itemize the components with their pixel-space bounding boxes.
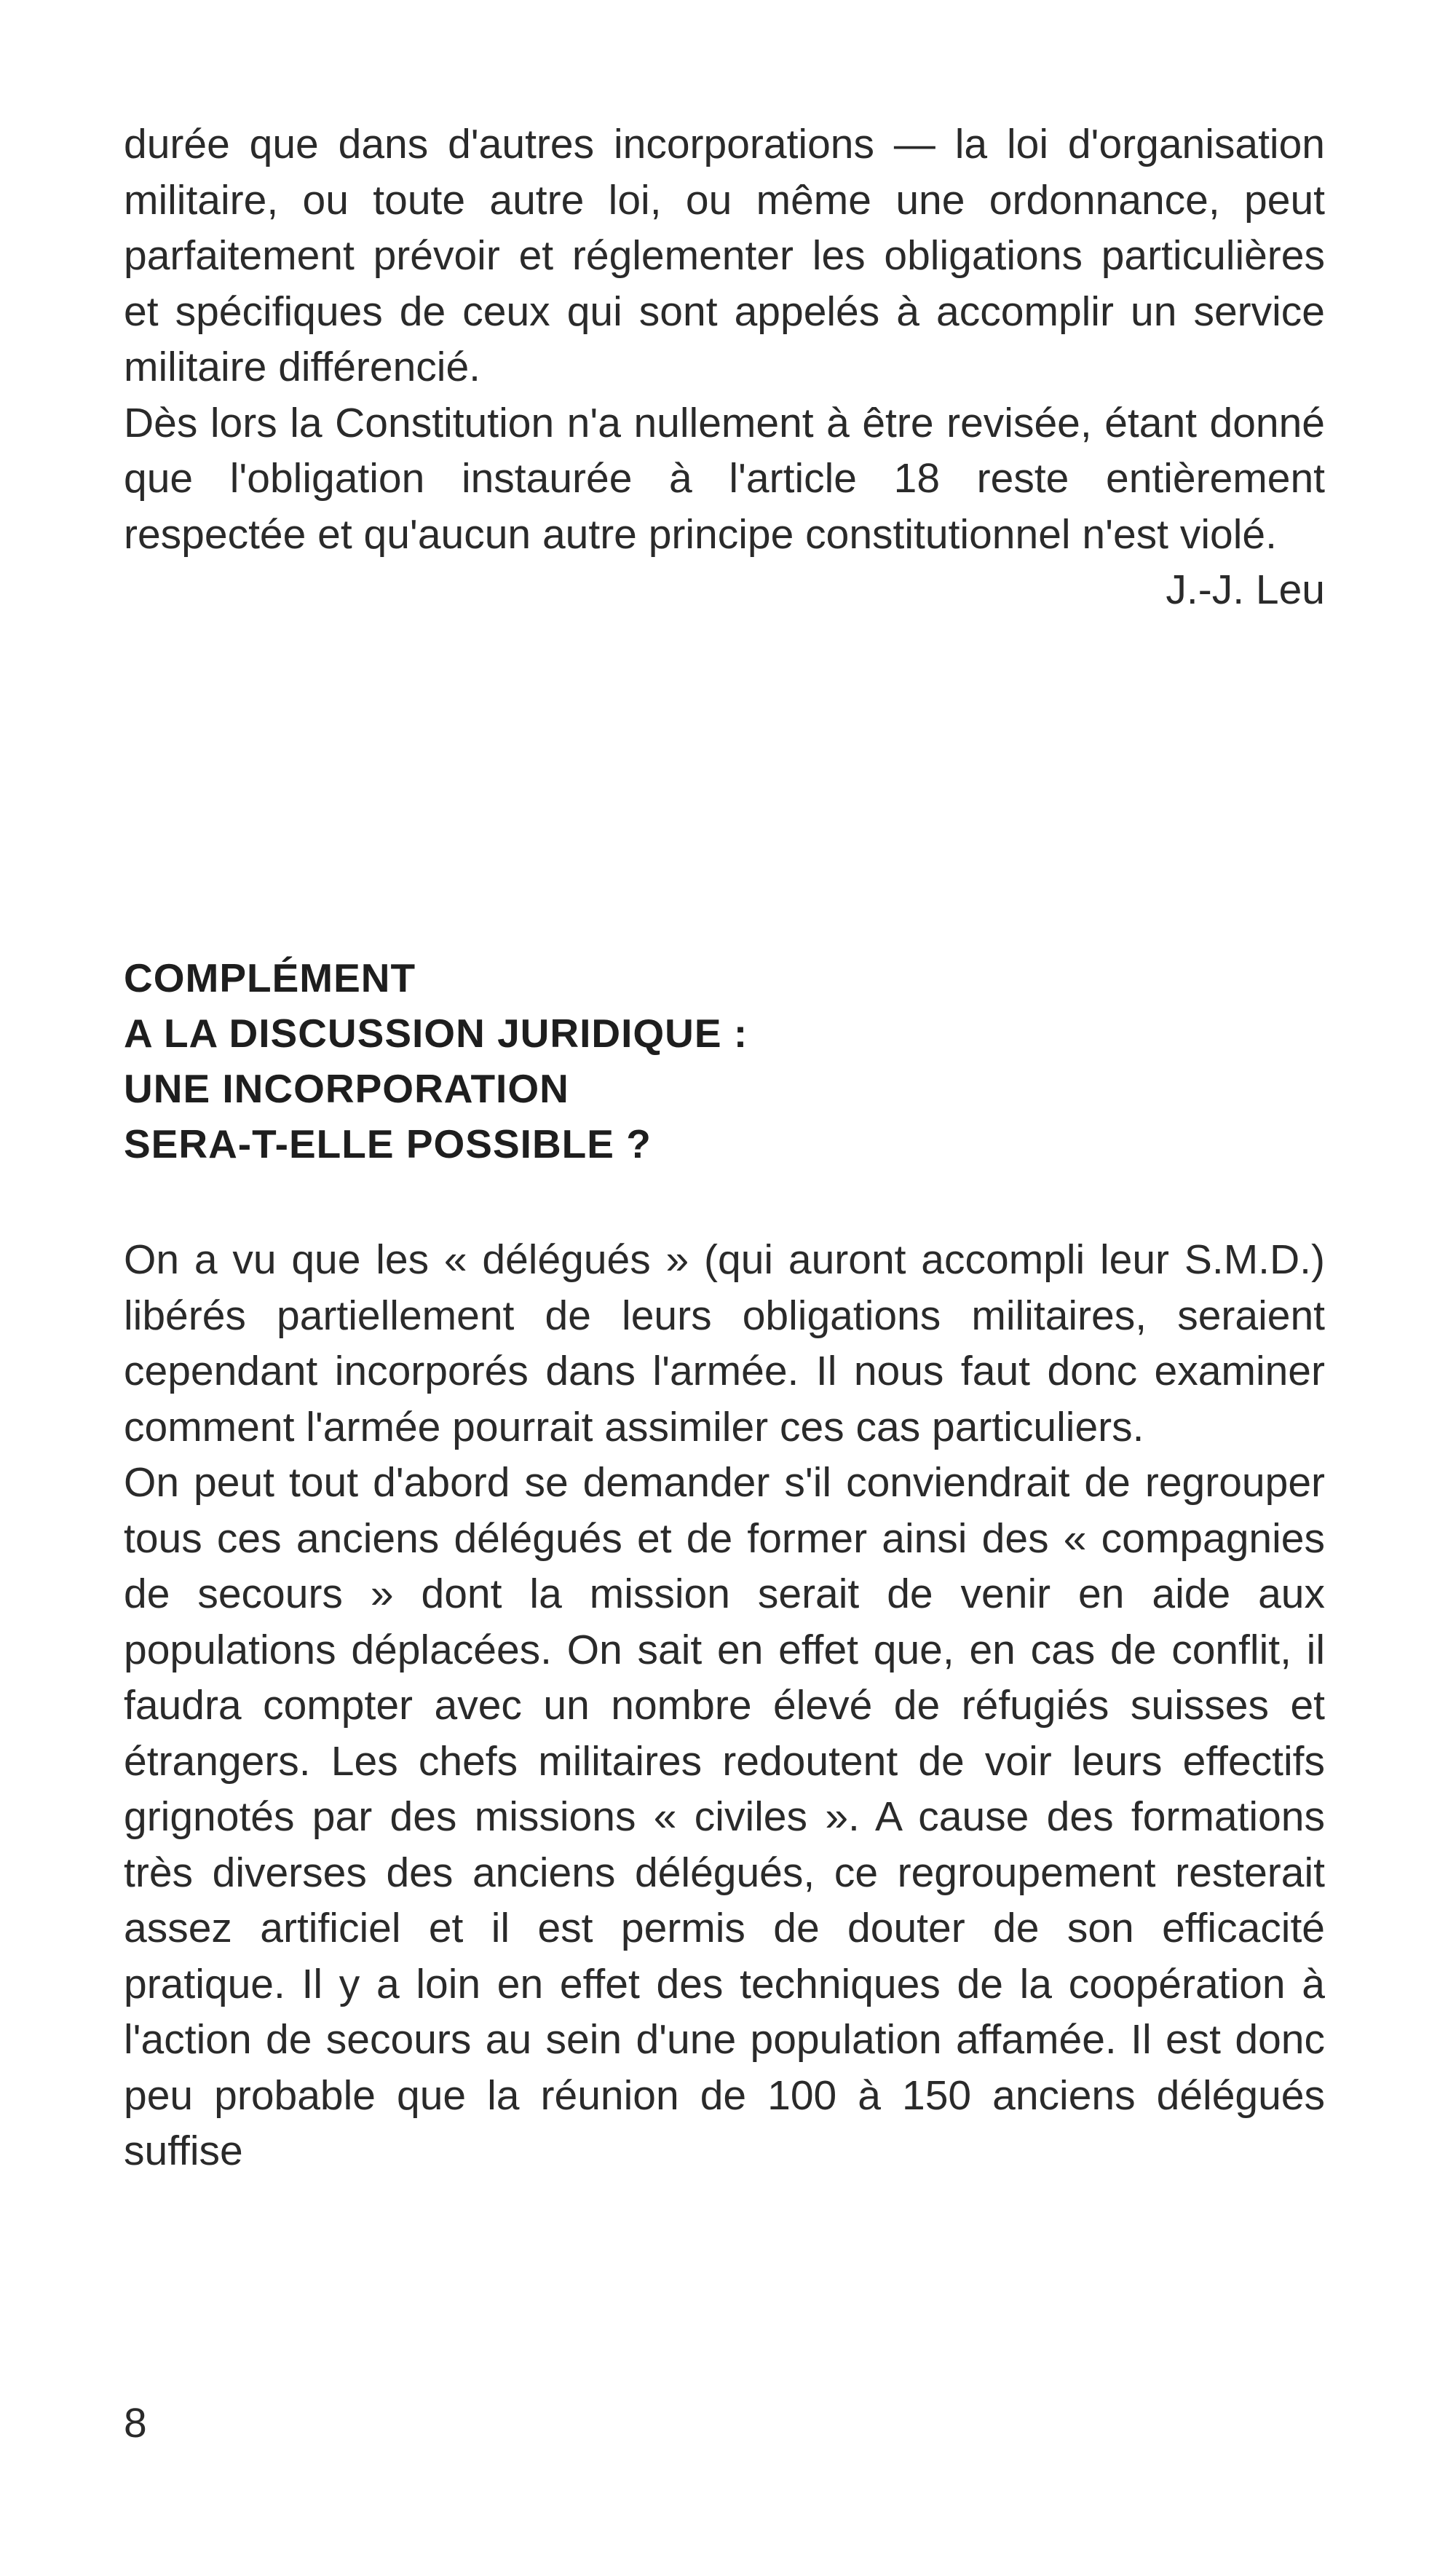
section-heading [124, 950, 1325, 1172]
paragraph-4: On peut tout d'abord se demander s'il conviendrait de regrouper tous ces anciens délégués et de former ainsi des « compagnies de secours » dont la mission serait de venir en aide aux populations déplacées. On sait en effet que, en cas de conflit, il faudra compter avec un nombre élevé de réfugiés suisses et étrangers. Les chefs militaires redoutent de voir leurs effectifs grignotés par des missions « civiles ». A cause des formations très diverses des anciens délégués, ce regroupement resterait assez artificiel et il est permis de douter de son efficacité pratique. Il y a loin en effet des techniques de la coopération à l'action de secours au sein d'une population affamée. Il est donc peu probable que la réunion de 100 à 150 anciens délégués suffise [124, 1459, 1325, 2174]
heading-line-3: UNE INCORPORATION [124, 1066, 569, 1111]
section-1 [124, 116, 1325, 618]
author-signature: J.-J. Leu [1166, 566, 1325, 613]
paragraph-1: durée que dans d'autres incorporations — la loi d'organisation militaire, ou toute autre loi, ou même une ordonnance, peut parfaitement prévoir et réglementer les obligations particulières et spécifiques de ceux qui sont appelés à accomplir un service militaire différencié. [124, 121, 1325, 390]
paragraph-3: On a vu que les « délégués » (qui auront accompli leur S.M.D.) libérés partiellement de leurs obligations militaires, seraient cependant incorporés dans l'armée. Il nous faut donc examiner comment l'armée pourrait assimiler ces cas particuliers. [124, 1236, 1325, 1450]
heading-line-4: SERA-T-ELLE POSSIBLE ? [124, 1121, 652, 1166]
page-number: 8 [124, 2400, 147, 2446]
paragraph-2: Dès lors la Constitution n'a nullement à être revisée, étant donné que l'obligation instaurée à l'article 18 reste entièrement respectée et qu'aucun autre principe constitutionnel n'est violé. [124, 399, 1325, 558]
heading-line-1: COMPLÉMENT [124, 955, 416, 1000]
section-2 [124, 1232, 1325, 2179]
heading-line-2: A LA DISCUSSION JURIDIQUE : [124, 1011, 748, 1056]
